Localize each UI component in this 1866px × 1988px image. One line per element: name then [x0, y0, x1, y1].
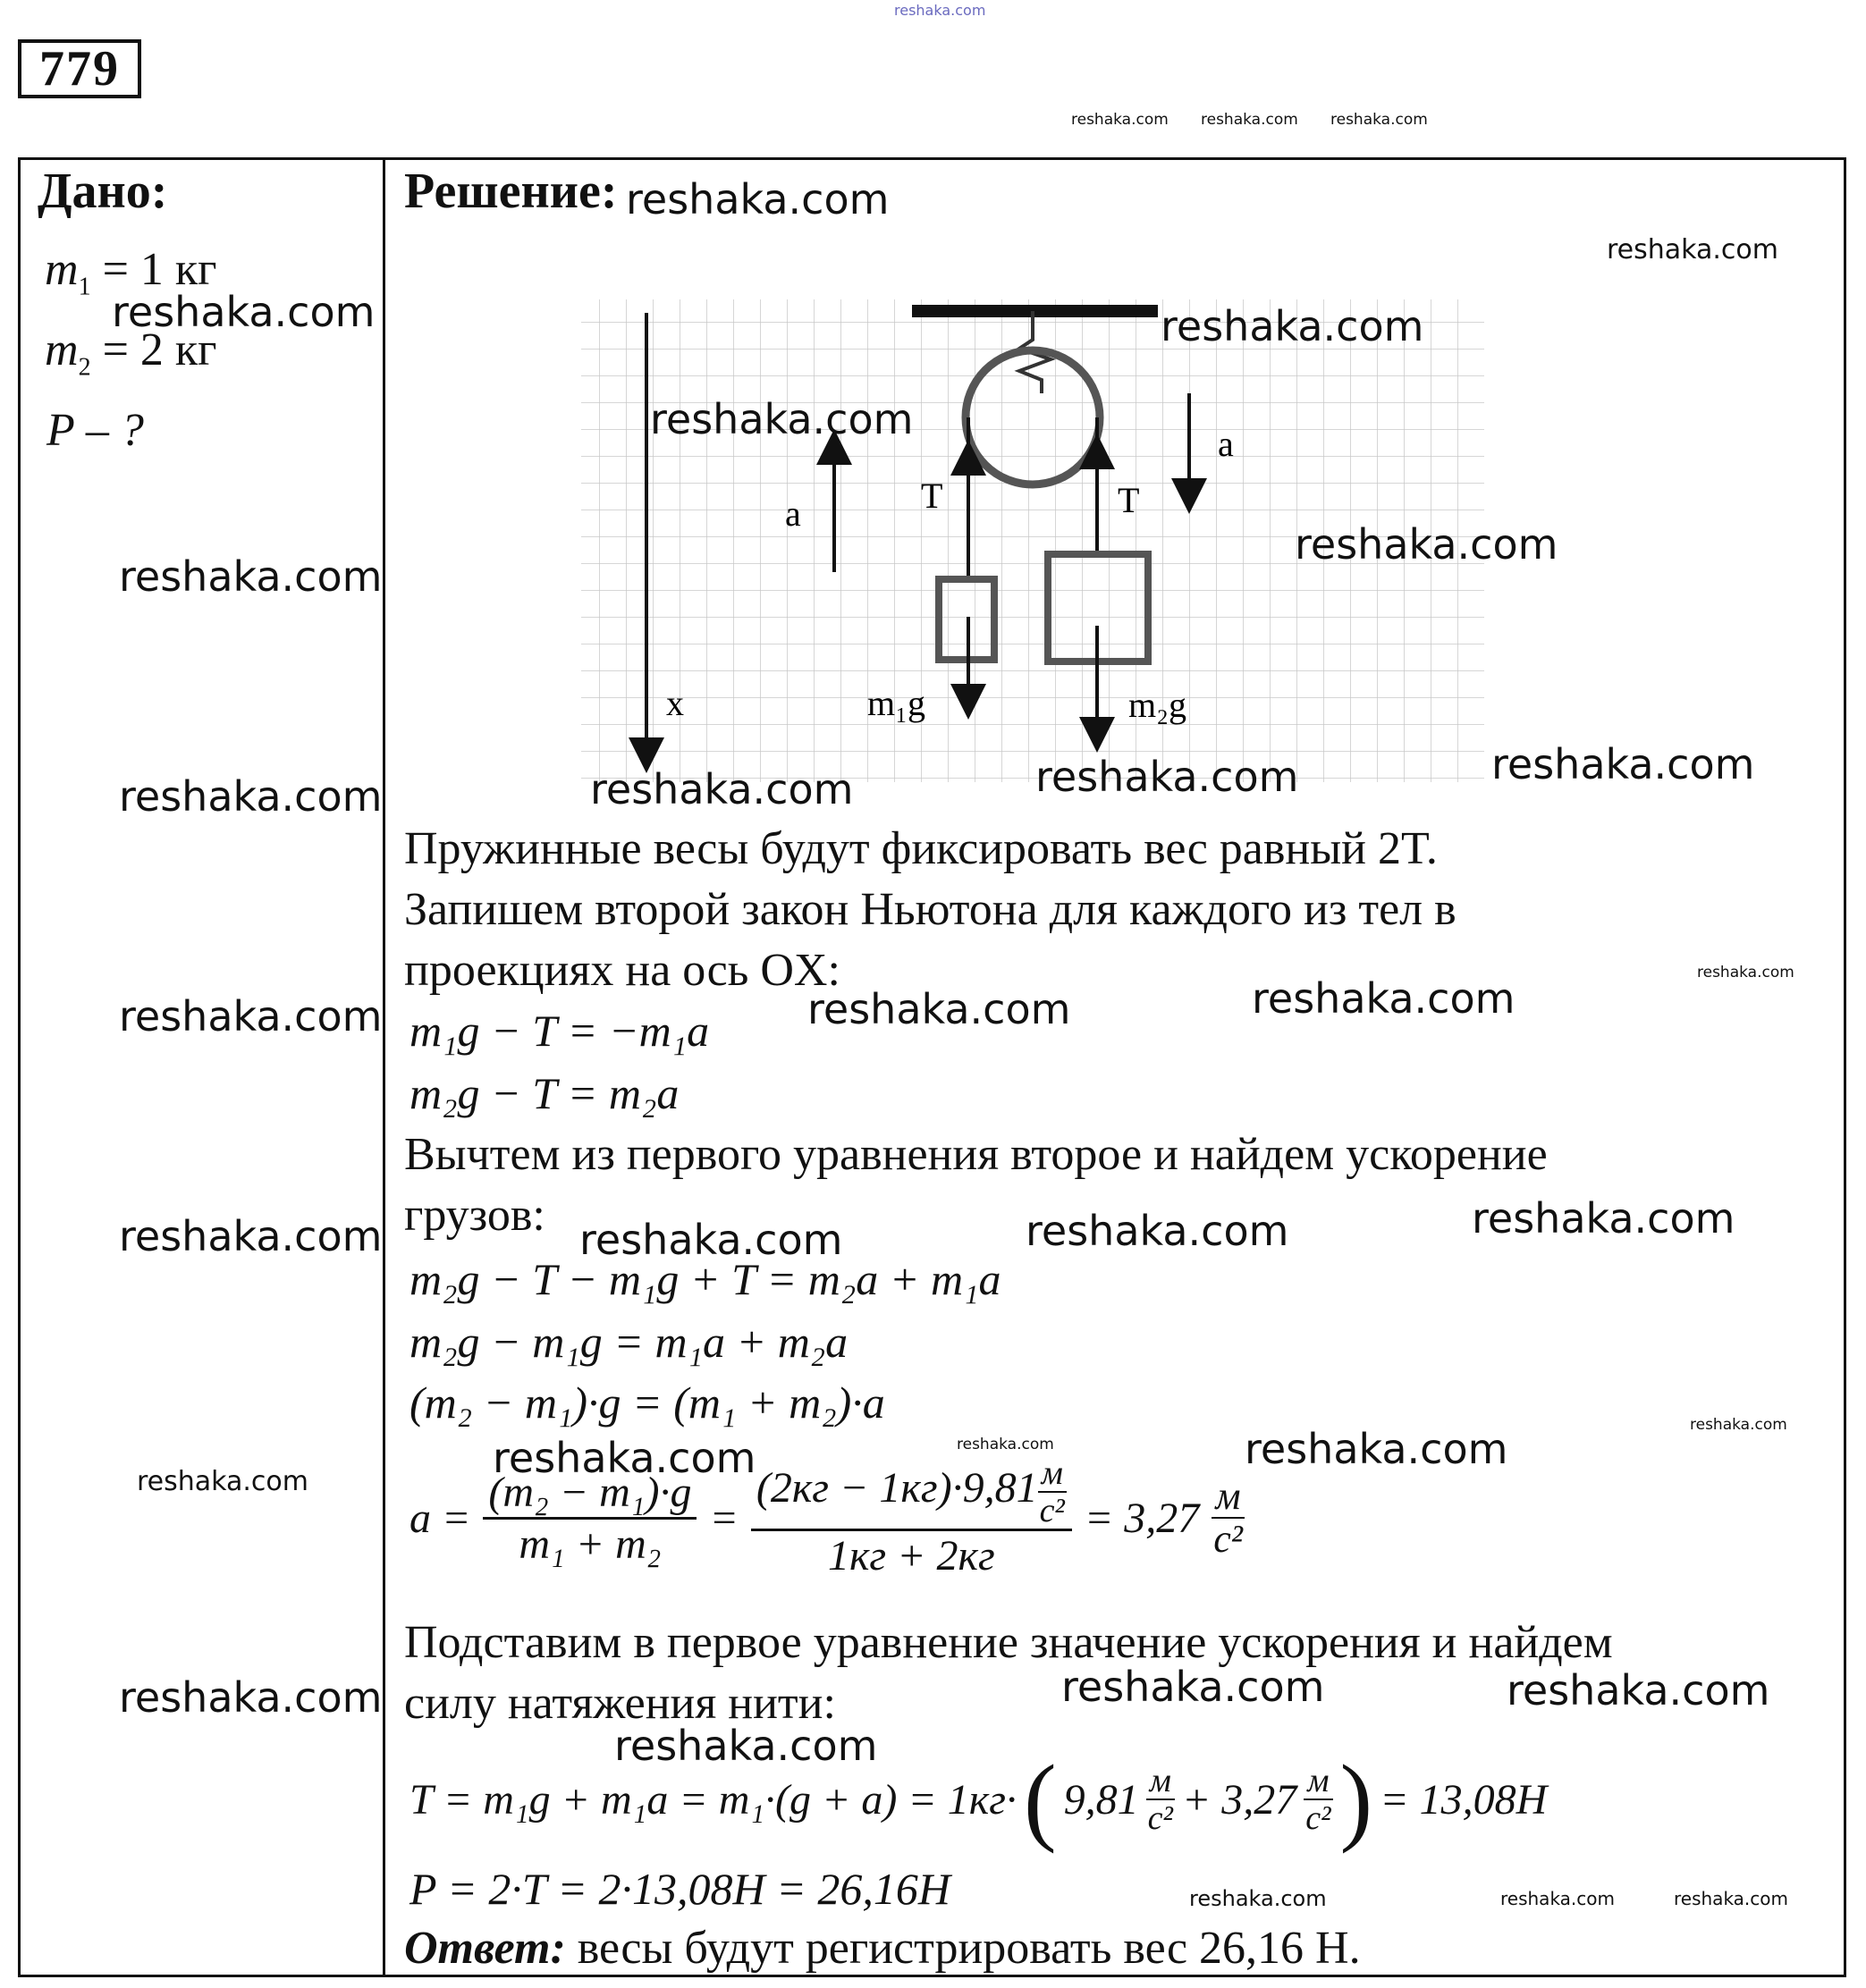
watermark: reshaka.com — [1252, 974, 1516, 1023]
watermark: reshaka.com — [493, 1434, 756, 1482]
label-a-left: a — [785, 493, 801, 534]
watermark: reshaka.com — [1674, 1888, 1788, 1909]
para-newton-line1: Запишем второй закон Ньютона для каждого из тел в — [404, 884, 1456, 935]
watermark: reshaka.com — [1697, 964, 1794, 981]
watermark: reshaka.com — [119, 1673, 383, 1722]
given-m2: $m_2 = 2$ кг — [45, 324, 217, 382]
watermark: reshaka.com — [1245, 1425, 1508, 1473]
label-T-left: T — [921, 476, 943, 516]
watermark: reshaka.com — [626, 175, 890, 223]
watermark: reshaka.com — [119, 992, 383, 1040]
equation-tension: T = m₁g + m₁a = m₁·(g + a) = 1кг· ( 9,81 $\frac{м}{\text{с²}}$ + 3,27 $\frac{м}{\text{с²}}$ ) = 13,08H — [410, 1745, 1548, 1854]
column-divider — [383, 157, 385, 1977]
watermark: reshaka.com — [614, 1722, 878, 1770]
para-newton-line2: проекциях на ось OX: — [404, 945, 840, 996]
para-substitute-line1: Подставим в первое уравнение значение ускорения и найдем — [404, 1617, 1613, 1668]
watermark: reshaka.com — [1189, 1886, 1327, 1911]
watermark: reshaka.com — [1295, 520, 1558, 569]
watermark: reshaka.com — [119, 772, 383, 821]
watermark: reshaka.com — [1507, 1666, 1770, 1714]
watermark: reshaka.com — [1026, 1207, 1289, 1255]
watermark: reshaka.com — [1035, 753, 1299, 801]
watermark: reshaka.com — [579, 1216, 843, 1264]
label-m1g: m₁g — [867, 683, 926, 723]
given-unknown: P – ? — [46, 405, 144, 456]
watermark: reshaka.com — [1607, 234, 1778, 265]
para-scale-weight: Пружинные весы будут фиксировать вес равный 2T. — [404, 823, 1438, 874]
watermark: reshaka.com — [1472, 1194, 1735, 1242]
watermark: reshaka.com — [1690, 1416, 1787, 1434]
solution-header: Решение: — [404, 164, 618, 219]
label-m2g: m₂g — [1128, 685, 1187, 725]
watermark: reshaka.com — [1071, 111, 1169, 129]
watermark: reshaka.com — [590, 765, 854, 813]
equation-acceleration: a = $\frac{\text{(m₂ − m₁)·g}}{\text{m₁ + m₂}}$ = (2кг − 1кг)·9,81 $\frac{м}{\text{с²}}$ 1кг + 2кг = 3,27 $\frac{м}{\text{с²}}$ — [410, 1454, 1243, 1579]
equation-2: m₂g − T = m₂a — [410, 1068, 680, 1118]
para-subtract-line2: грузов: — [404, 1190, 545, 1241]
equation-1: m₁g − T = −m₁a — [410, 1006, 710, 1056]
equation-4: m₂g − m₁g = m₁a + m₂a — [410, 1317, 849, 1367]
equation-5: (m₂ − m₁)·g = (m₁ + m₂)·a — [410, 1377, 885, 1428]
equation-weight: P = 2·T = 2·13,08H = 26,16H — [410, 1864, 950, 1914]
watermark: reshaka.com — [112, 288, 376, 336]
watermark: reshaka.com — [1201, 111, 1298, 129]
watermark: reshaka.com — [1330, 111, 1428, 129]
watermark: reshaka.com — [650, 395, 914, 443]
watermark: reshaka.com — [1161, 302, 1424, 350]
para-substitute-line2: силу натяжения нити: — [404, 1678, 836, 1729]
para-subtract-line1: Вычтем из первого уравнения второе и найдем ускорение — [404, 1129, 1548, 1180]
watermark: reshaka.com — [1500, 1888, 1615, 1909]
problem-number: 779 — [18, 39, 141, 98]
watermark: reshaka.com — [957, 1436, 1054, 1453]
watermark: reshaka.com — [137, 1466, 308, 1497]
watermark: reshaka.com — [894, 2, 986, 19]
given-m1: $m_1 = 1$ кг — [45, 244, 217, 301]
label-T-right: T — [1118, 480, 1140, 520]
watermark: reshaka.com — [807, 985, 1071, 1033]
label-a-right: a — [1218, 424, 1234, 464]
watermark: reshaka.com — [1491, 740, 1755, 788]
label-x-axis: x — [666, 683, 684, 723]
given-header: Дано: — [38, 164, 168, 219]
answer: Ответ: весы будут регистрировать вес 26,16 Н. — [404, 1923, 1361, 1974]
watermark: reshaka.com — [1061, 1663, 1325, 1711]
watermark: reshaka.com — [119, 1212, 383, 1260]
equation-3: m₂g − T − m₁g + T = m₂a + m₁a — [410, 1254, 1001, 1304]
watermark: reshaka.com — [119, 552, 383, 601]
